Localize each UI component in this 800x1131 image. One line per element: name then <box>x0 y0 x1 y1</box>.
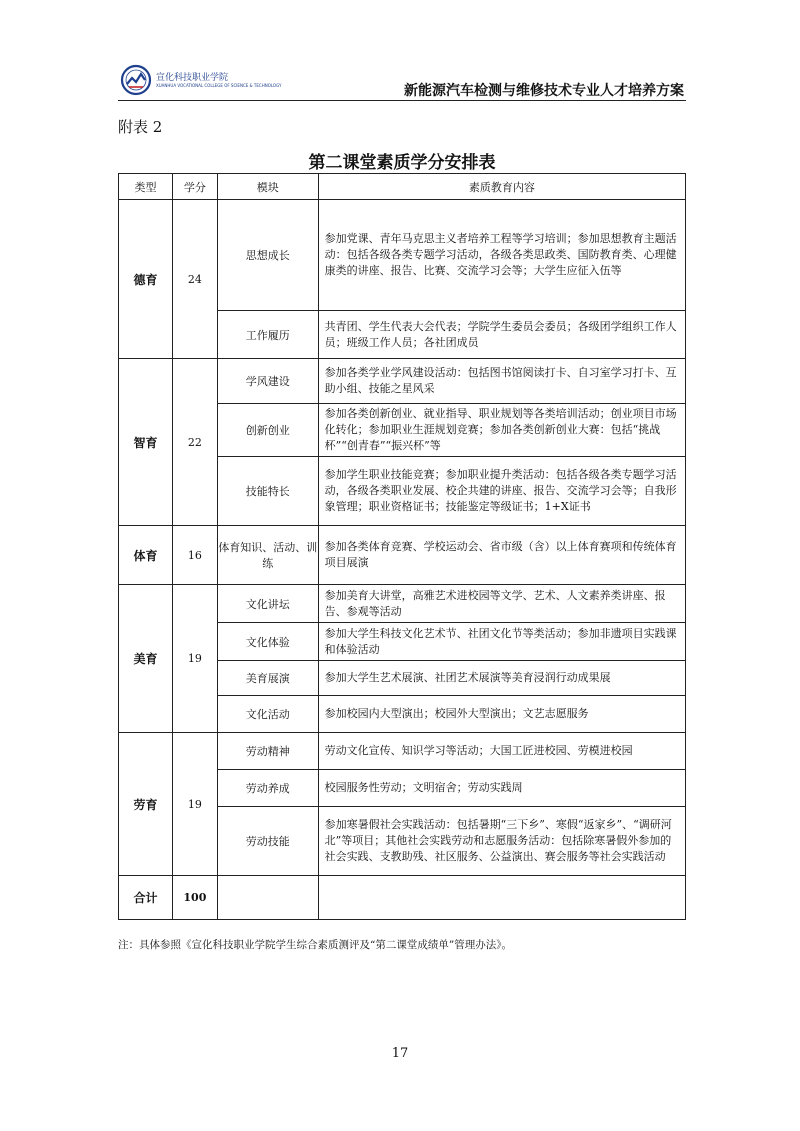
category-cell: 美育 <box>119 585 173 733</box>
content-cell: 参加大学生艺术展演、社团艺术展演等美育浸润行动成果展 <box>318 661 685 696</box>
column-header: 模块 <box>217 174 318 200</box>
module-cell: 体育知识、活动、训练 <box>217 526 318 585</box>
content-cell: 参加大学生科技文化艺术节、社团文化节等类活动；参加非遗项目实践课和体验活动 <box>318 623 685 661</box>
module-cell: 美育展演 <box>217 661 318 696</box>
document-title: 新能源汽车检测与维修技术专业人才培养方案 <box>404 83 684 99</box>
school-name-en: XUANHUA VOCATIONAL COLLEGE OF SCIENCE & TECHNOLOGY <box>156 83 282 88</box>
module-cell: 思想成长 <box>217 200 318 311</box>
table-header-row <box>119 174 686 200</box>
column-header: 素质教育内容 <box>318 174 685 200</box>
credit-cell: 16 <box>172 526 217 585</box>
content-cell: 参加各类学业学风建设活动：包括图书馆阅读打卡、自习室学习打卡、互助小组、技能之星风采 <box>318 359 685 404</box>
category-cell: 德育 <box>119 200 173 359</box>
total-credit: 100 <box>172 876 217 920</box>
credit-cell: 24 <box>172 200 217 359</box>
content-cell: 共青团、学生代表大会代表；学院学生委员会委员；各级团学组织工作人员；班级工作人员；各社团成员 <box>318 311 685 359</box>
table-row <box>119 359 686 404</box>
column-header: 学分 <box>172 174 217 200</box>
content-cell: 校园服务性劳动；文明宿舍；劳动实践周 <box>318 770 685 807</box>
table-row <box>119 585 686 623</box>
module-cell: 文化体验 <box>217 623 318 661</box>
page-header <box>118 58 686 101</box>
content-cell: 参加校园内大型演出；校园外大型演出；文艺志愿服务 <box>318 696 685 733</box>
content-cell: 参加各类创新创业、就业指导、职业规划等各类培训活动；创业项目市场化转化；参加职业生涯规划竞赛；参加各类创新创业大赛：包括“挑战杯”“创青春”“振兴杯”等 <box>318 404 685 457</box>
content-cell: 参加各类体育竞赛、学校运动会、省市级（含）以上体育赛项和传统体育项目展演 <box>318 526 685 585</box>
content-cell: 劳动文化宣传、知识学习等活动；大国工匠进校园、劳模进校园 <box>318 733 685 770</box>
module-cell: 文化讲坛 <box>217 585 318 623</box>
empty-cell <box>318 876 685 920</box>
category-cell: 智育 <box>119 359 173 526</box>
content-cell: 参加党课、青年马克思主义者培养工程等学习培训；参加思想教育主题活动：包括各级各类专题学习活动，各级各类思政类、国防教育类、心理健康类的讲座、报告、比赛、交流学习会等；大学生应征入伍等 <box>318 200 685 311</box>
module-cell: 工作履历 <box>217 311 318 359</box>
module-cell: 劳动养成 <box>217 770 318 807</box>
table-row <box>119 200 686 311</box>
category-cell: 体育 <box>119 526 173 585</box>
school-emblem-icon <box>120 64 152 96</box>
table-row <box>119 526 686 585</box>
school-name: 宣化科技职业学院 <box>156 73 229 83</box>
appendix-label: 附表 2 <box>118 118 163 136</box>
footnote: 注：具体参照《宣化科技职业学院学生综合素质测评及“第二课堂成绩单”管理办法》。 <box>118 939 512 951</box>
category-cell: 劳育 <box>119 733 173 876</box>
module-cell: 劳动精神 <box>217 733 318 770</box>
credit-cell: 19 <box>172 733 217 876</box>
column-header: 类型 <box>119 174 173 200</box>
module-cell: 文化活动 <box>217 696 318 733</box>
page-number: 17 <box>391 1046 409 1061</box>
credit-cell: 19 <box>172 585 217 733</box>
module-cell: 创新创业 <box>217 404 318 457</box>
credit-cell: 22 <box>172 359 217 526</box>
total-row <box>119 876 686 920</box>
content-cell: 参加寒暑假社会实践活动：包括暑期“三下乡”、寒假“返家乡”、“调研河北”等项目；其他社会实践劳动和志愿服务活动：包括除寒暑假外参加的社会实践、支教助残、社区服务、公益演出、赛会服务等社会实践活动 <box>318 807 685 876</box>
content-cell: 参加学生职业技能竞赛；参加职业提升类活动：包括各级各类专题学习活动，各级各类职业发展、校企共建的讲座、报告、交流学习会等；自我形象管理；职业资格证书；技能鉴定等级证书；1+X证书 <box>318 457 685 526</box>
total-label: 合计 <box>119 876 173 920</box>
module-cell: 学风建设 <box>217 359 318 404</box>
school-logo <box>120 64 282 96</box>
module-cell: 技能特长 <box>217 457 318 526</box>
content-cell: 参加美育大讲堂，高雅艺术进校园等文学、艺术、人文素养类讲座、报告、参观等活动 <box>318 585 685 623</box>
credit-table <box>118 173 686 920</box>
table-title: 第二课堂素质学分安排表 <box>308 153 496 173</box>
module-cell: 劳动技能 <box>217 807 318 876</box>
table-row <box>119 733 686 770</box>
empty-cell <box>217 876 318 920</box>
